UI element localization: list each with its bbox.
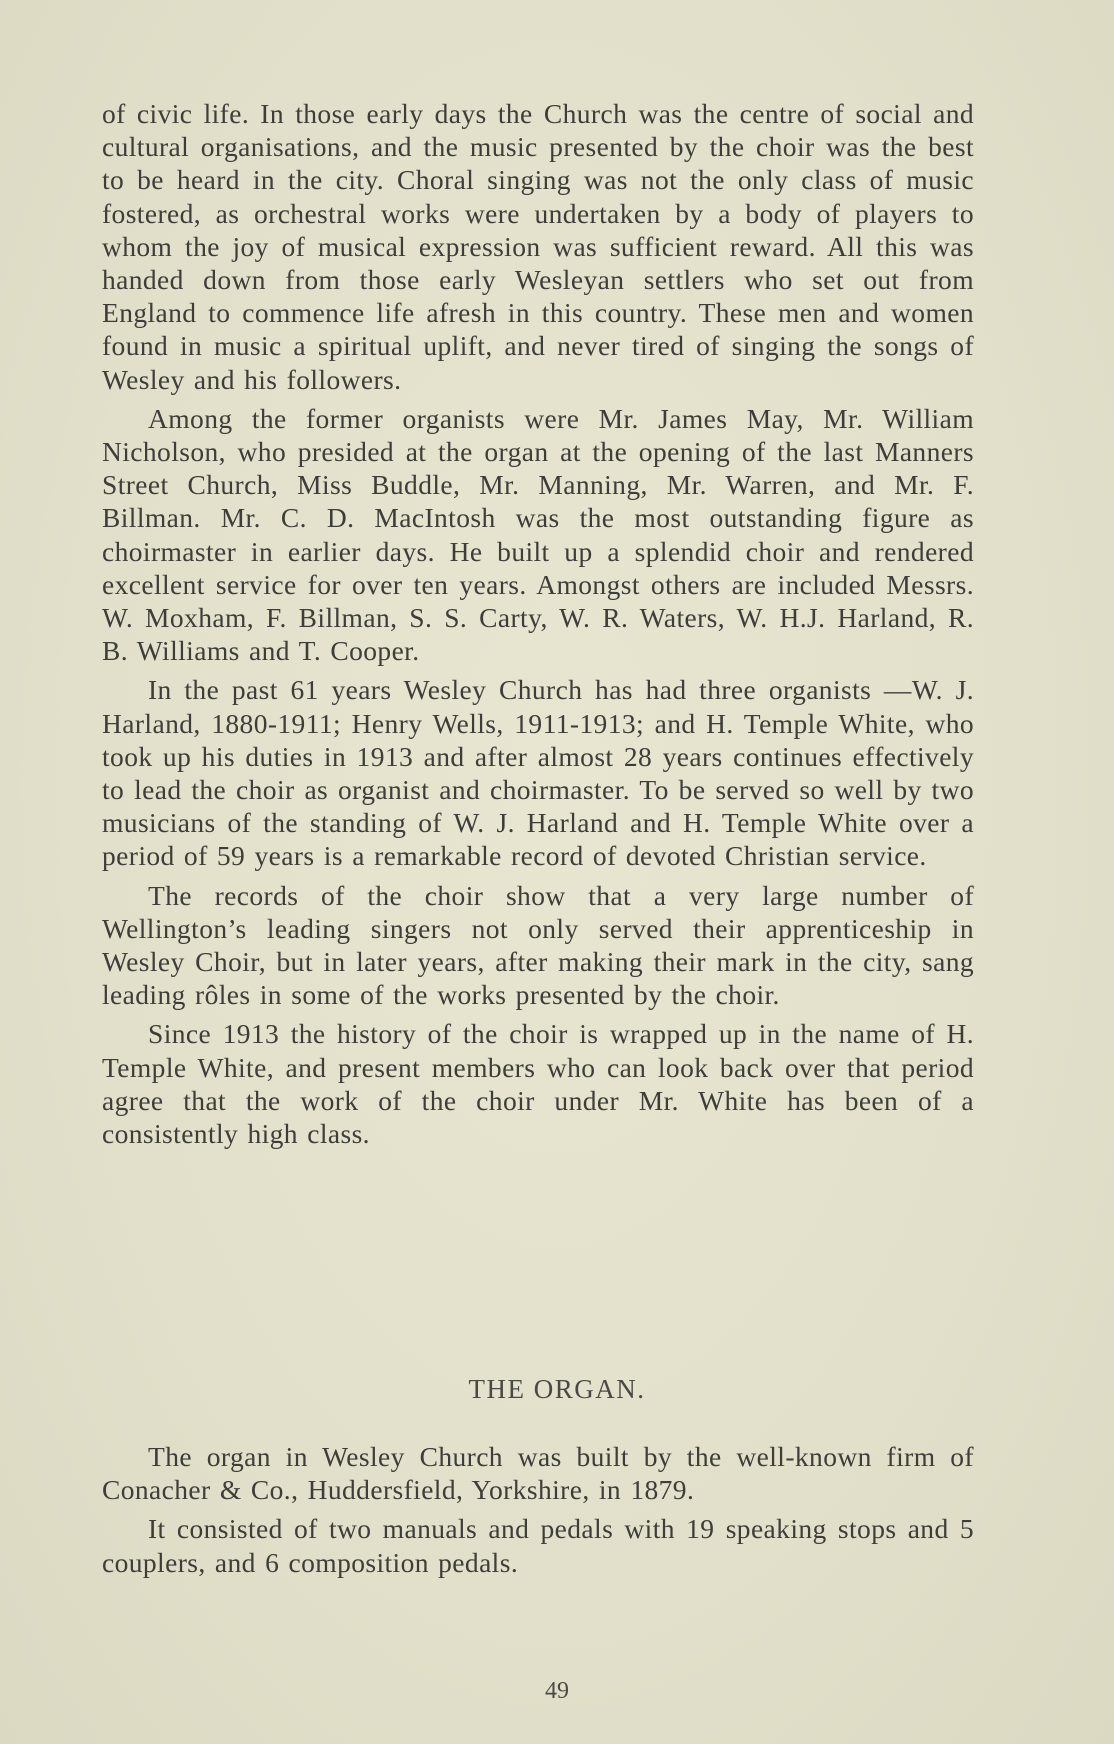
paragraph-choir-records: The records of the choir show that a very large number of Wellington’s leading singers not only served their apprenticeship in Wesley Choir, but in later years, after making their mark in the city, sang leading rôles in some of the works presented by the choir. — [102, 879, 974, 1011]
page-number: 49 — [545, 1678, 569, 1704]
paragraph-organ-built: The organ in Wesley Church was built by the well-known firm of Conacher & Co., Huddersfield, Yorkshire, in 1879. — [102, 1441, 974, 1506]
organ-text — [102, 1440, 974, 1579]
paragraph-three-organists: In the past 61 years Wesley Church has had three organists —W. J. Harland, 1880-1911; Henry Wells, 1911-1913; and H. Temple White, who took up his duties in 1913 and after almost 28 years continues effectively to lead the choir as organist and choirmaster. To be served so well by two musicians of the standing of W. J. Harland and H. Temple White over a period of 59 years is a remarkable record of devoted Christian service. — [102, 674, 974, 872]
paragraph-since-1913: Since 1913 the history of the choir is wrapped up in the name of H. Temple White, and present members who can look back over that period agree that the work of the choir under Mr. White has been of a consistently high class. — [102, 1018, 974, 1150]
paragraph-civic-life: of civic life. In those early days the Church was the centre of social and cultural organisations, and the music presented by the choir was the best to be heard in the city. Choral singing was not the only class of music fostered, as orchestral works were undertaken by a body of players to whom the joy of musical expression was sufficient reward. All this was handed down from those early Wesleyan settlers who set out from England to commence life afresh in this country. These men and women found in music a spiritual uplift, and never tired of singing the songs of Wesley and his followers. — [102, 98, 974, 395]
main-text — [102, 97, 974, 1150]
section-heading-organ: THE ORGAN. — [468, 1374, 646, 1404]
paragraph-former-organists: Among the former organists were Mr. James May, Mr. William Nicholson, who presided at the organ at the opening of the last Manners Street Church, Miss Buddle, Mr. Manning, Mr. Warren, and Mr. F. Billman. Mr. C. D. MacIntosh was the most outstanding figure as choirmaster in earlier days. He built up a splendid choir and rendered excellent service for over ten years. Amongst others are included Messrs. W. Moxham, F. Billman, S. S. Carty, W. R. Waters, W. H.J. Harland, R. B. Williams and T. Cooper. — [102, 402, 974, 667]
paragraph-organ-stops: It consisted of two manuals and pedals with 19 speaking stops and 5 couplers, and 6 composition pedals. — [102, 1513, 974, 1578]
